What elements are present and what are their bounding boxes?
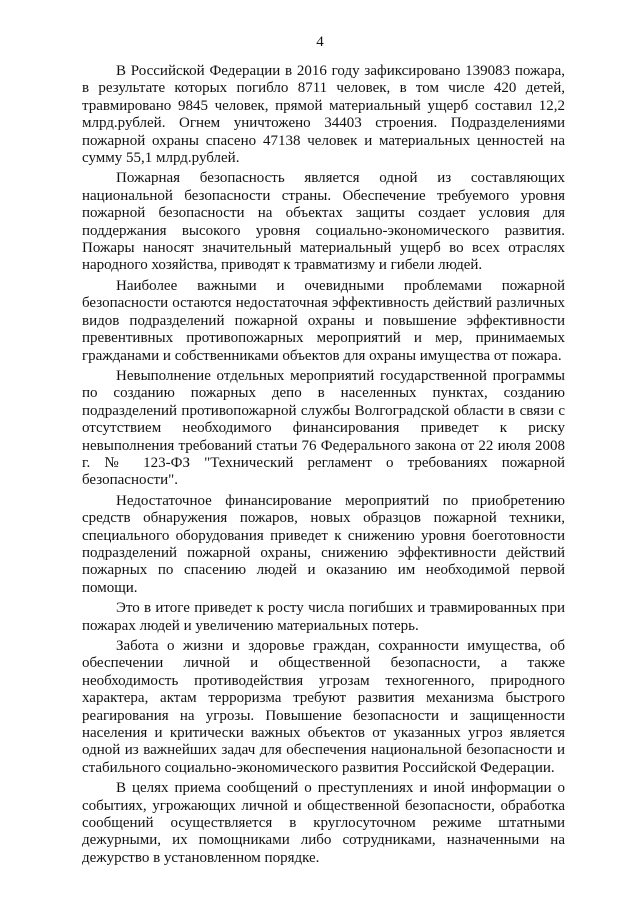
paragraph-rapid-response: Забота о жизни и здоровье граждан, сохранности имущества, об обеспечении личной и общественной безопасности, а также необходимость противодействия угрозам техногенного, природного характера, актам терроризма требуют развития механизма быстрого реагирования на угрозы. Повышение безопасности и защищенности населения и критически важных объектов от указанных угроз является одной из важнейших задач для обеспечения национальной безопасности и стабильного социально-экономического развития Российской Федерации. bbox=[82, 638, 565, 776]
paragraph-program-nonfulfillment: Невыполнение отдельных мероприятий государственной программы по созданию пожарных депо в населенных пунктах, созданию подразделений противопожарной службы Волгоградской области в связи с отсутствием необходимого финансирования приведет к риску невыполнения требований статьи 76 Федерального закона от 22 июля 2008 г. № 123-ФЗ "Технический регламент о требованиях пожарной безопасности". bbox=[82, 367, 565, 489]
paragraph-message-processing: В целях приема сообщений о преступлениях и иной информации о событиях, угрожающих личной и общественной безопасности, обработка сообщений осуществляется в круглосуточном режиме штатными дежурными, их помощниками либо сотрудниками, назначенными на дежурство в установленном порядке. bbox=[82, 780, 565, 866]
page-number: 4 bbox=[316, 34, 324, 50]
paragraph-fire-safety-national-security: Пожарная безопасность является одной из составляющих национальной безопасности страны. Обеспечение требуемого уровня пожарной безопасности на объектах защиты создает условия для поддержания высокого уровня социально-экономического развития. Пожары наносят значительный материальный ущерб во всех отраслях народного хозяйства, приводят к травматизму и гибели людей. bbox=[82, 170, 565, 274]
body-text bbox=[82, 63, 565, 870]
paragraph-key-problems: Наиболее важными и очевидными проблемами пожарной безопасности остаются недостаточная эффективность действий различных видов подразделений пожарной охраны и повышение эффективности превентивных противопожарных мероприятий и мер, принимаемых гражданами и собственниками объектов для охраны имущества от пожара. bbox=[82, 277, 565, 364]
paragraph-fire-statistics-2016: В Российской Федерации в 2016 году зафиксировано 139083 пожара, в результате которых погибло 8711 человек, в том числе 420 детей, травмировано 9845 человек, прямой материальный ущерб составил 12,2 млрд.рублей. Огнем уничтожено 34403 строения. Подразделениями пожарной охраны спасено 47138 человек и материальных ценностей на сумму 55,1 млрд.рублей. bbox=[82, 63, 565, 167]
paragraph-insufficient-funding: Недостаточное финансирование мероприятий по приобретению средств обнаружения пожаров, новых образцов пожарной техники, специального оборудования приведет к снижению уровня боеготовности подразделений пожарной охраны, снижению эффективности действий пожарных по спасению людей и оказанию им необходимой первой помощи. bbox=[82, 492, 565, 596]
paragraph-consequences: Это в итоге приведет к росту числа погибших и травмированных при пожарах людей и увеличению материальных потерь. bbox=[82, 600, 565, 634]
